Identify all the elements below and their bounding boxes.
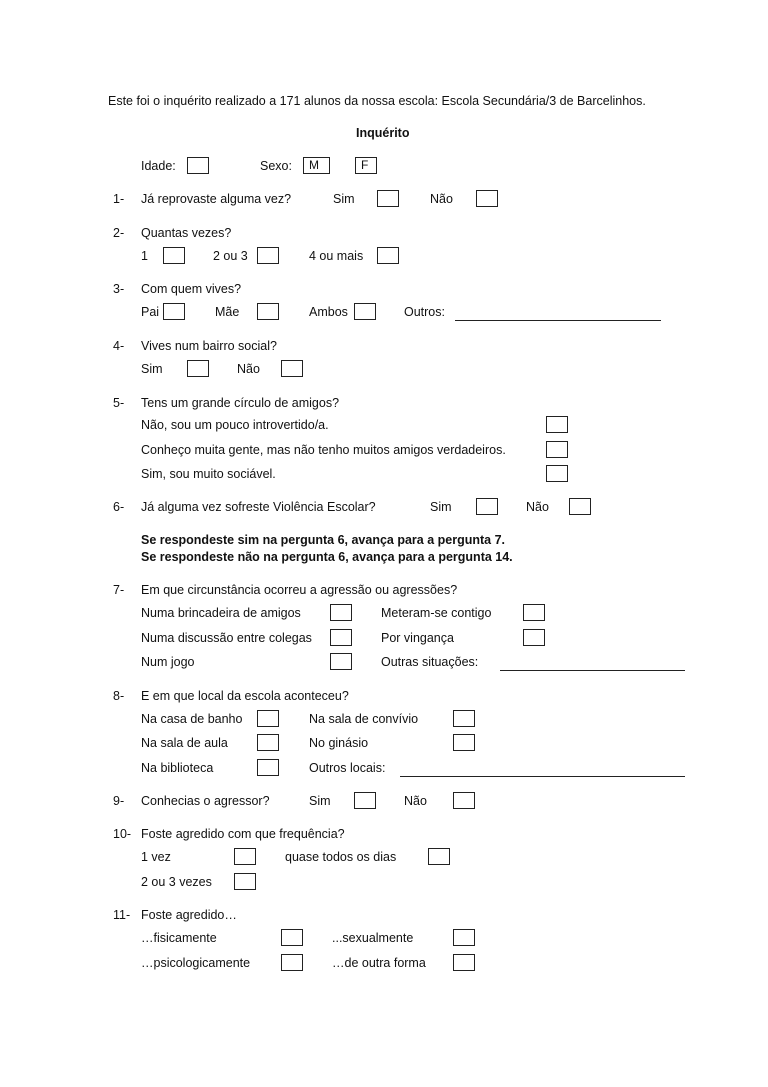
q3-outros-field[interactable] [455,320,661,321]
q2-o1-checkbox[interactable] [163,247,185,264]
idade-label: Idade: [141,159,176,173]
q8-o2-label: Na sala de convívio [309,712,419,726]
q10-o1-label: 1 vez [141,850,171,864]
q6-note-sim: Se respondeste sim na pergunta 6, avança para a pergunta 7. [141,533,506,547]
q4-nao-label: Não [237,362,260,376]
q2-o2-label: 2 ou 3 [213,249,248,263]
q8-o4-checkbox[interactable] [453,734,475,751]
q5-o3-label: Sim, sou muito sociável. [141,467,276,481]
page-title: Inquérito [356,126,410,140]
q8-o5-checkbox[interactable] [257,759,279,776]
q3-question: Com quem vives? [141,282,242,296]
q3-ambos-checkbox[interactable] [354,303,376,320]
q7-o4-label: Por vingança [381,631,454,645]
q2-o1-label: 1 [141,249,148,263]
q6-nao-checkbox[interactable] [569,498,591,515]
q3-number: 3- [113,282,125,296]
q9-question: Conhecias o agressor? [141,794,270,808]
q6-sim-checkbox[interactable] [476,498,498,515]
q8-o1-checkbox[interactable] [257,710,279,727]
q7-o3-label: Numa discussão entre colegas [141,631,312,645]
q8-o1-label: Na casa de banho [141,712,243,726]
q3-ambos-label: Ambos [309,305,348,319]
q4-sim-checkbox[interactable] [187,360,209,377]
q7-o6-label: Outras situações: [381,655,479,669]
q8-o5-label: Na biblioteca [141,761,214,775]
q9-nao-label: Não [404,794,427,808]
q7-o3-checkbox[interactable] [330,629,352,646]
q11-o2-label: ...sexualmente [332,931,414,945]
q6-note-nao: Se respondeste não na pergunta 6, avança para a pergunta 14. [141,550,513,564]
q8-o2-checkbox[interactable] [453,710,475,727]
q10-o2-checkbox[interactable] [428,848,450,865]
q6-question: Já alguma vez sofreste Violência Escolar? [141,500,376,514]
q5-o1-label: Não, sou um pouco introvertido/a. [141,418,329,432]
q3-mae-checkbox[interactable] [257,303,279,320]
q4-number: 4- [113,339,125,353]
q1-sim-label: Sim [333,192,355,206]
q4-sim-label: Sim [141,362,163,376]
q8-number: 8- [113,689,125,703]
q11-o3-checkbox[interactable] [281,954,303,971]
q11-o4-label: …de outra forma [332,956,426,970]
q2-question: Quantas vezes? [141,226,232,240]
q8-outros-field[interactable] [400,776,685,777]
q9-sim-label: Sim [309,794,331,808]
sexo-label: Sexo: [260,159,292,173]
sexo-f-checkbox[interactable]: F [355,157,377,174]
q7-o1-label: Numa brincadeira de amigos [141,606,301,620]
q2-number: 2- [113,226,125,240]
q11-o2-checkbox[interactable] [453,929,475,946]
q9-number: 9- [113,794,125,808]
q8-o4-label: No ginásio [309,736,369,750]
q3-outros-label: Outros: [404,305,445,319]
q7-o5-label: Num jogo [141,655,195,669]
q8-o3-label: Na sala de aula [141,736,228,750]
q8-o6-label: Outros locais: [309,761,386,775]
sexo-m-checkbox[interactable]: M [303,157,330,174]
q3-pai-label: Pai [141,305,160,319]
q1-nao-label: Não [430,192,453,206]
q5-question: Tens um grande círculo de amigos? [141,396,340,410]
q11-o1-label: …fisicamente [141,931,217,945]
q11-number: 11- [113,908,131,922]
q7-o2-label: Meteram-se contigo [381,606,492,620]
q1-number: 1- [113,192,125,206]
q1-question: Já reprovaste alguma vez? [141,192,292,206]
q9-nao-checkbox[interactable] [453,792,475,809]
q1-nao-checkbox[interactable] [476,190,498,207]
q7-o2-checkbox[interactable] [523,604,545,621]
q10-o2-label: quase todos os dias [285,850,397,864]
q10-number: 10- [113,827,132,841]
q6-nao-label: Não [526,500,549,514]
q5-o2-label: Conheço muita gente, mas não tenho muitos amigos verdadeiros. [141,443,506,457]
q5-o1-checkbox[interactable] [546,416,568,433]
q6-number: 6- [113,500,125,514]
q10-question: Foste agredido com que frequência? [141,827,345,841]
q4-question: Vives num bairro social? [141,339,277,353]
intro-text: Este foi o inquérito realizado a 171 alunos da nossa escola: Escola Secundária/3 de Barcelinhos. [108,94,646,108]
q3-pai-checkbox[interactable] [163,303,185,320]
q5-o3-checkbox[interactable] [546,465,568,482]
q2-o2-checkbox[interactable] [257,247,279,264]
q11-o1-checkbox[interactable] [281,929,303,946]
q7-o5-checkbox[interactable] [330,653,352,670]
q5-o2-checkbox[interactable] [546,441,568,458]
q7-o4-checkbox[interactable] [523,629,545,646]
q2-o3-checkbox[interactable] [377,247,399,264]
q1-sim-checkbox[interactable] [377,190,399,207]
q4-nao-checkbox[interactable] [281,360,303,377]
idade-input[interactable] [187,157,209,174]
q5-number: 5- [113,396,125,410]
q8-question: E em que local da escola aconteceu? [141,689,349,703]
q3-mae-label: Mãe [215,305,240,319]
q9-sim-checkbox[interactable] [354,792,376,809]
q11-o4-checkbox[interactable] [453,954,475,971]
q7-number: 7- [113,583,125,597]
q8-o3-checkbox[interactable] [257,734,279,751]
q10-o1-checkbox[interactable] [234,848,256,865]
q2-o3-label: 4 ou mais [309,249,364,263]
q10-o3-checkbox[interactable] [234,873,256,890]
q11-question: Foste agredido… [141,908,237,922]
q7-outras-field[interactable] [500,670,685,671]
q11-o3-label: …psicologicamente [141,956,251,970]
q10-o3-label: 2 ou 3 vezes [141,875,212,889]
q7-o1-checkbox[interactable] [330,604,352,621]
q6-sim-label: Sim [430,500,452,514]
q7-question: Em que circunstância ocorreu a agressão ou agressões? [141,583,458,597]
